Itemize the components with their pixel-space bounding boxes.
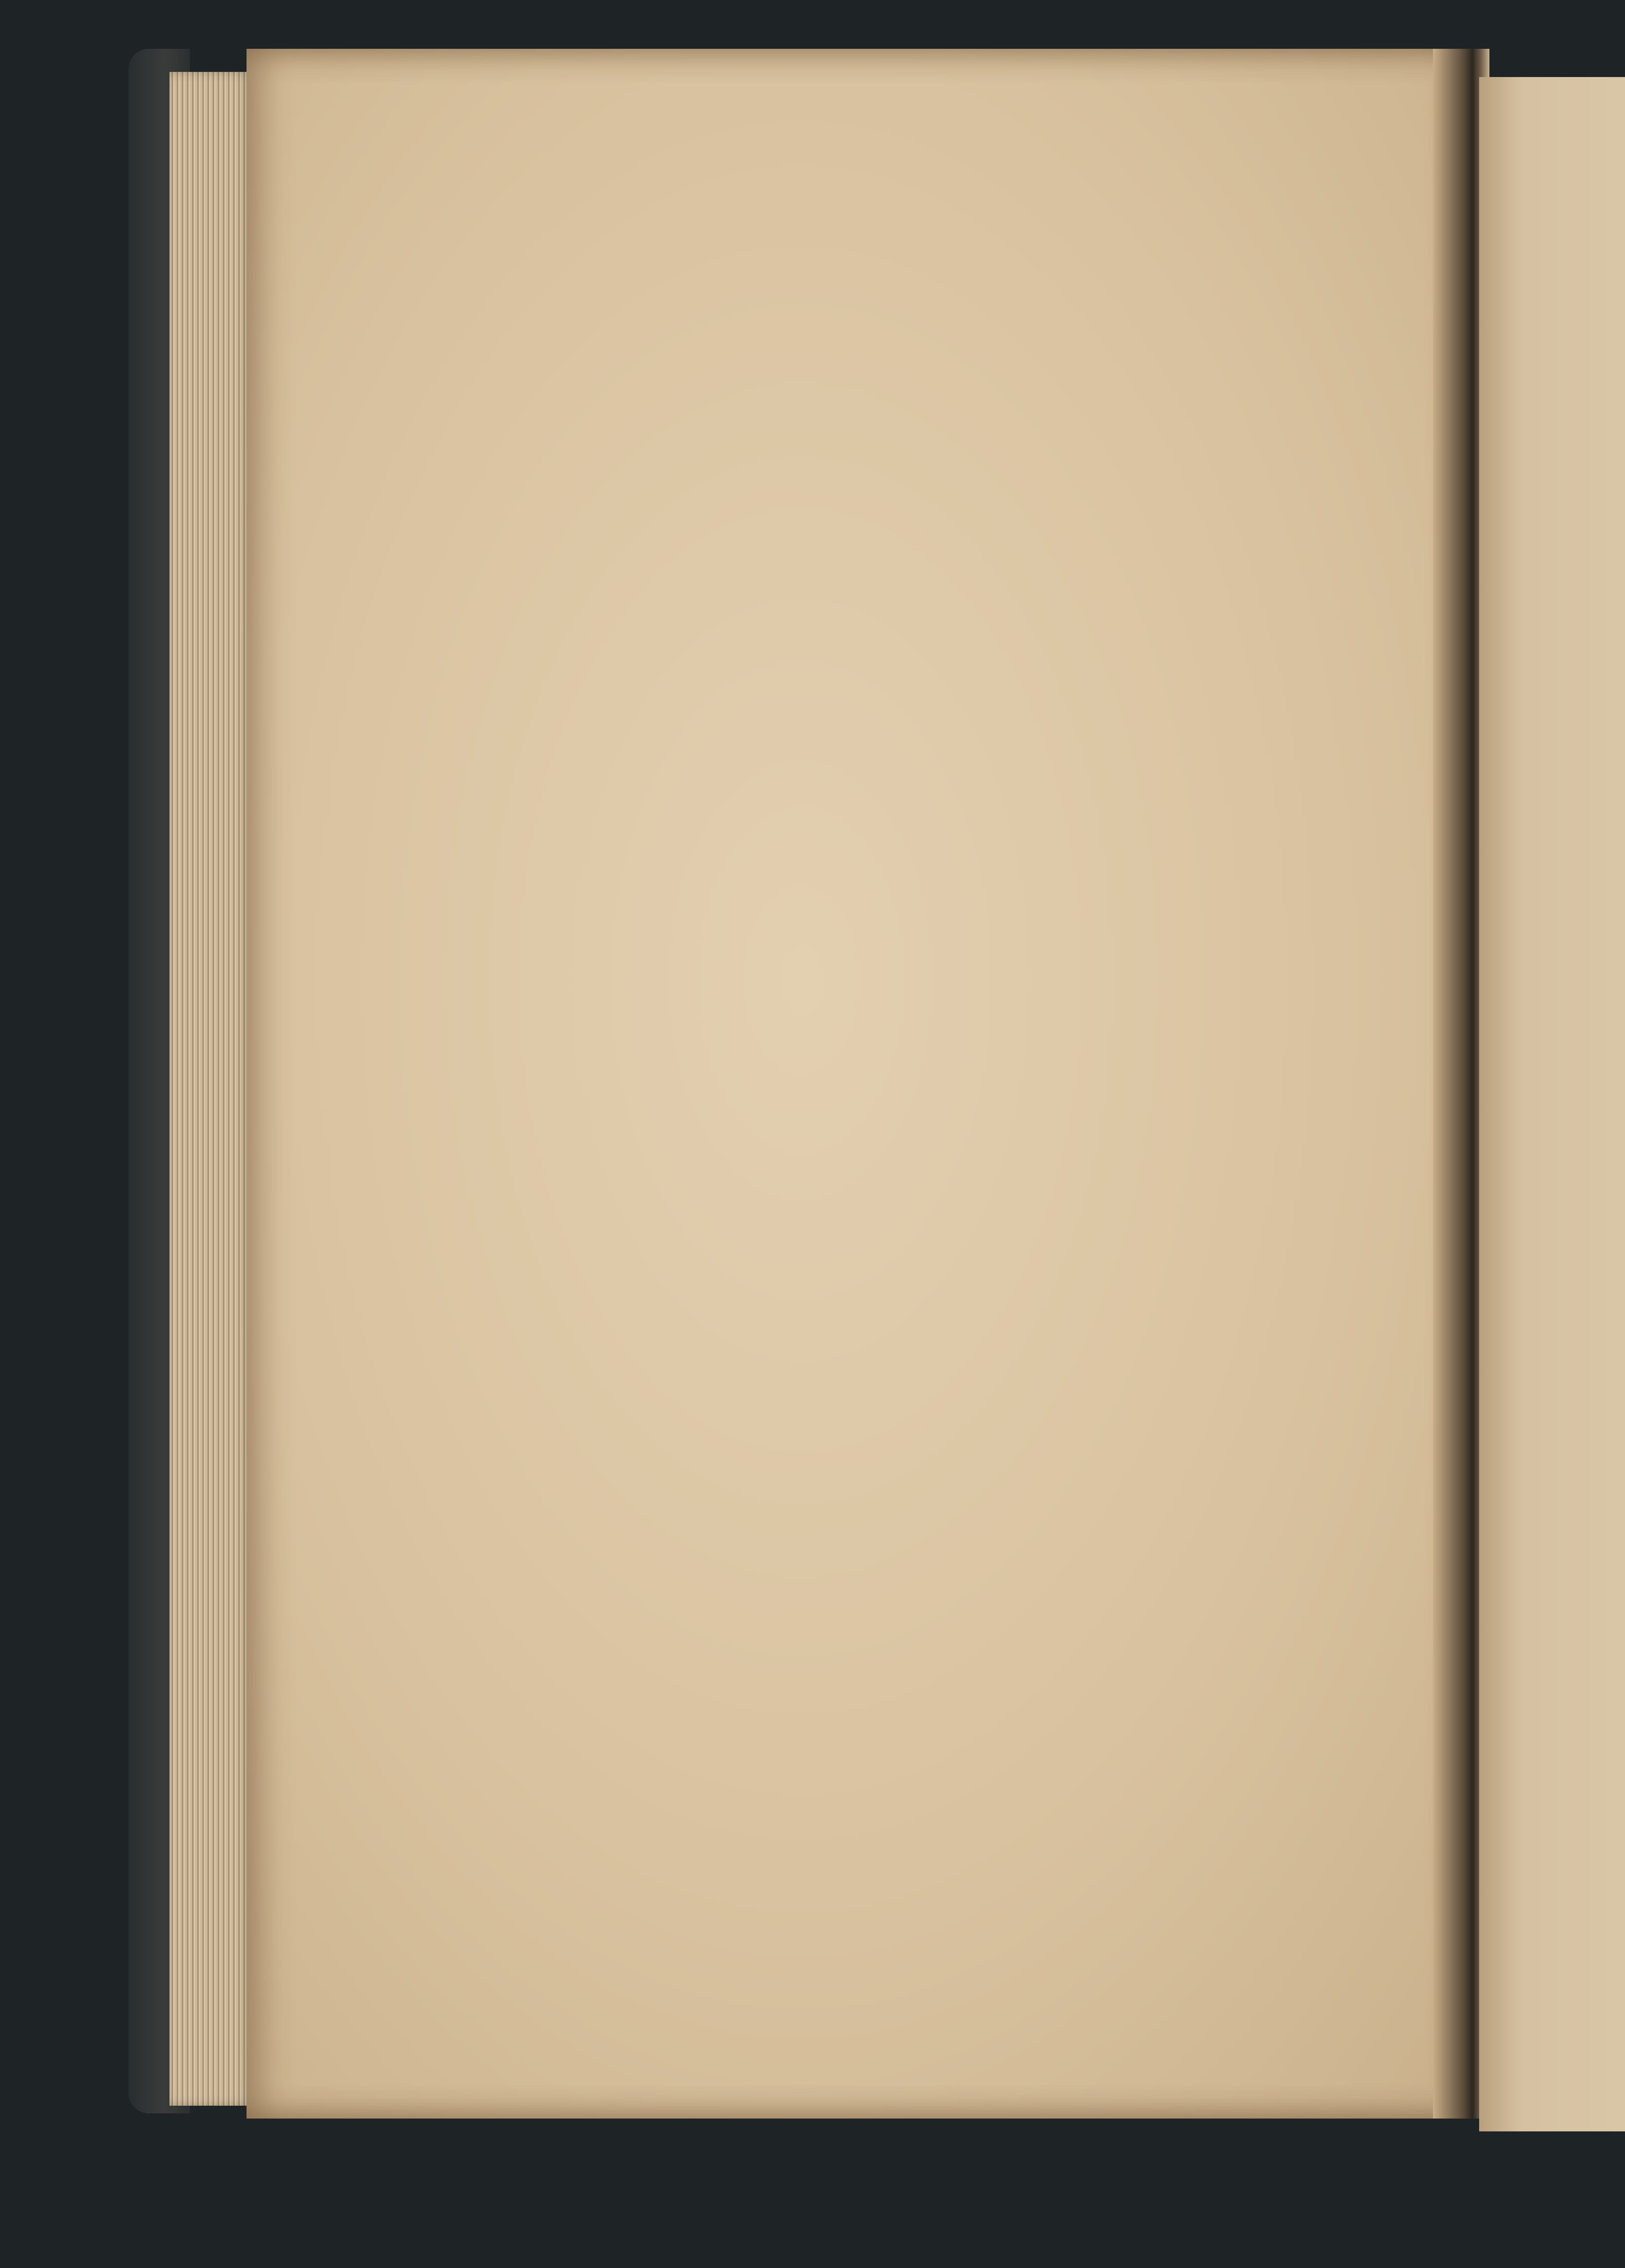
running-head [370, 95, 1346, 162]
next-page-edge [1479, 77, 1625, 2131]
page-edges [169, 72, 252, 2106]
book-page [247, 49, 1479, 2119]
